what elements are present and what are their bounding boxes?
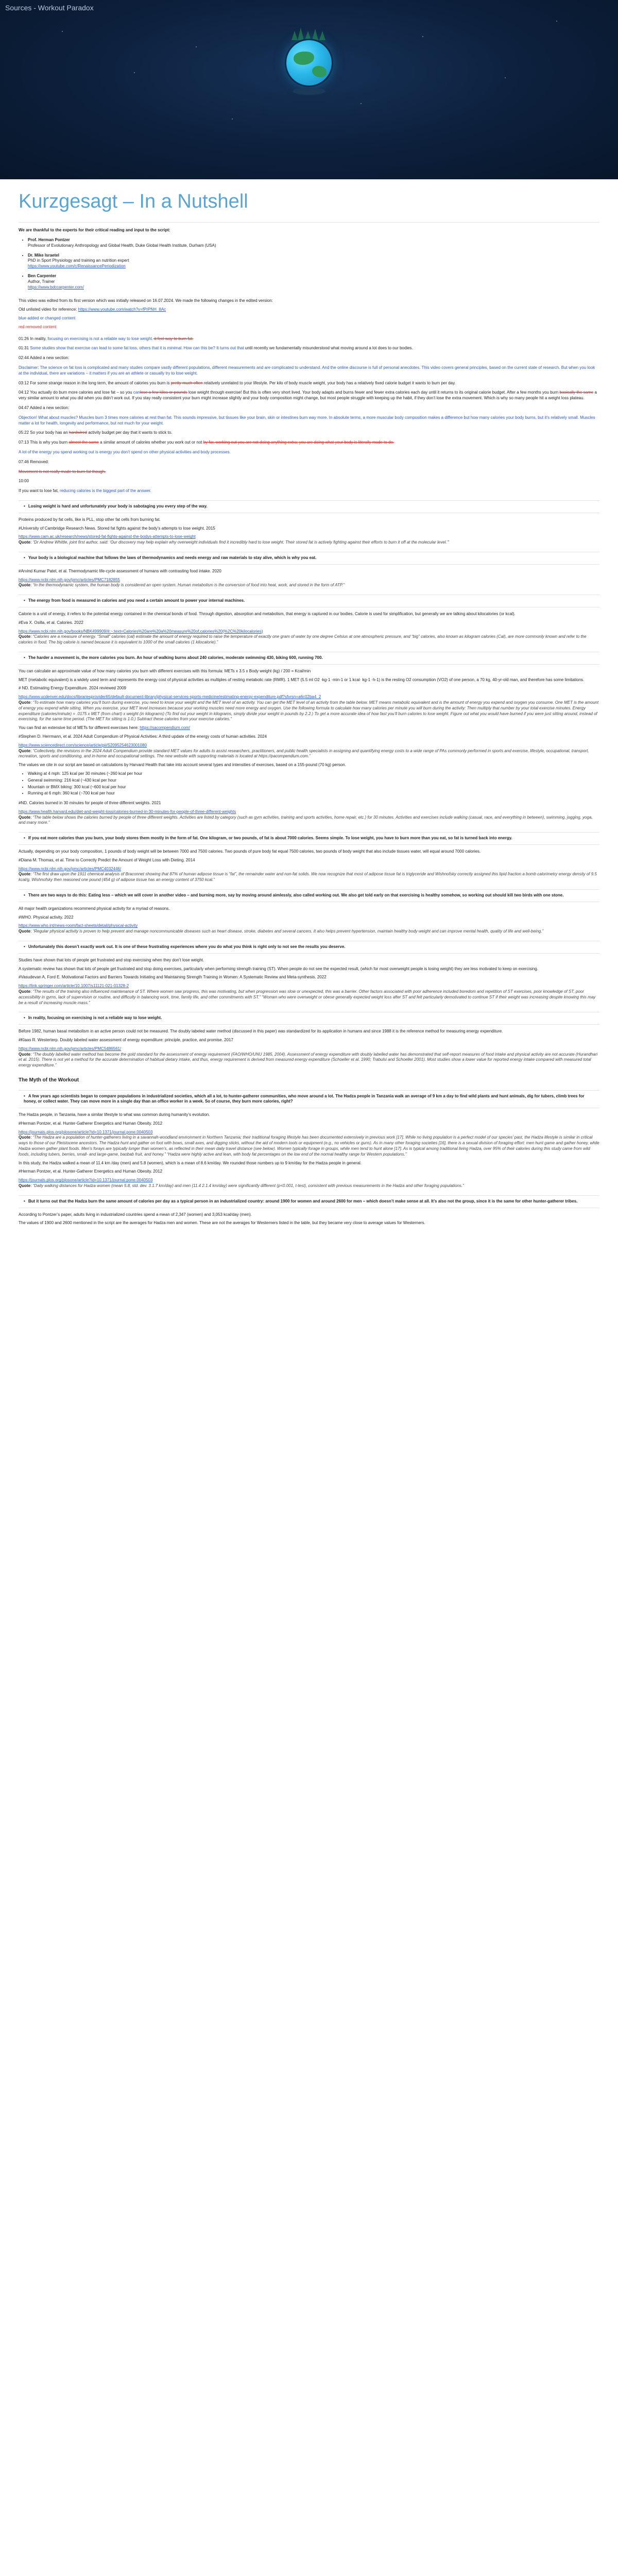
quote-label: Quote: [19, 1135, 31, 1140]
change-removed-text: hardwired: [68, 430, 87, 435]
star: [422, 36, 423, 37]
hero-banner: [0, 0, 618, 179]
body-paragraph: A systematic review has shown that lots of people get frustrated and stop doing exercises, particularly when performing strength training (ST). When people do not see the expected result, (which for most overweight people is losing weight) they are less motivated to keep on exercising.: [19, 966, 538, 971]
reference-quote: Quote: “The table below shows the calories burned by people of three different weights. Activities are listed by category (such as gym activities, training and sports activities, home repair, etc.) for 30 minutes. Activities and exercises include walking (casual, race, and everything in between), swimming, jogging, yoga, and many more.”: [19, 815, 593, 825]
source-block: [19, 941, 599, 1006]
quote-text: “Calories are a measure of energy. “Small” calories (cal) estimate the amount of energy required to raise the temperature of exactly one gram of water by one degree Celsius at one atmospheric pressure, and “big” calories, also known as kilogram calories (Cal), are more commonly known and refer to the calories in food. The big calorie is named because it is equivalent to 1000 of the small calories (1 kilocalorie).”: [19, 634, 587, 645]
reference-quote: Quote: “To estimate how many calories you’ll burn during exercise, you need to know your weight and the MET level of an activity. You can get the MET level of an activity from the table below. MET means metabolic equivalent and is the amount of energy you expend and oxygen you consume. One MET is the amount of energy you expend while sitting. When you exercise, your MET level increases because your working muscles need more energy and oxygen. Use the following formula to calculate how many calories per minute you will burn during the activity: Then multiply that number by your total exercise minutes. Energy expenditure (calories/minute) = .0175 x MET (from chart) x weight (in kilograms) (To find out your weight in kilograms, simply divide your weight in pounds by 2.2.) To get a more accurate idea of how fast you’ll burn calories to lose weight. Figure out what you would have burned if you were just sitting around, instead of exercising, for the same time period. (The MET for sitting is 1.0.) Subtract these calories from your exercise calories.”: [19, 700, 599, 722]
quote-text: “To estimate how many calories you’ll burn during exercise, you need to know your weight and the MET level of an activity. You can get the MET level of an activity from the table below. MET means metabolic equivalent and is the amount of energy you expend and oxygen you consume. One MET is the amount of energy you expend while sitting. When you exercise, your MET level increases because your working muscles need more energy and oxygen. Use the following formula to calculate how many calories per minute you will burn during the activity: Then multiply that number by your total exercise minutes. Energy expenditure (calories/minute) = .0175 x MET (from chart) x weight (in kilograms) (To find out your weight in kilograms, simply divide your weight in pounds by 2.2.) To get a more accurate idea of how fast you’ll burn calories to lose weight. Figure out what you would have burned if you were just sitting around, instead of exercising, for the same time period. (The MET for sitting is 1.0.) Subtract these calories from your exercise calories.”: [19, 700, 599, 722]
reference-quote: Quote: “Collectively, the revisions in the 2024 Adult Compendium provide standard MET values for adults to assist researchers, practitioners, and public health specialists in assigning and quantifying energy costs to a wide range of PAs commonly performed in sports and exercise, lifestyle, occupational, transport, recreation, sports and conditioning, and in-home and occupational settings. The new website with supporting materials is located at https://pacompendium.com.”: [19, 748, 589, 759]
body-paragraph: The Hadza people, in Tanzania, have a similar lifestyle to what was common during humanity’s evolution.: [19, 1112, 210, 1117]
script-line-callout: • In reality, focusing on exercising is not a reliable way to lose weight.: [19, 1012, 599, 1025]
change-text: lose weight through exercise! But this is often very short lived. Your body adapts and burns fewer and fewer extra calories each day until it returns to its original calorie budget. After a few months you burn: [187, 390, 560, 395]
change-text: This is why you burn: [29, 440, 69, 445]
change-item: [19, 405, 599, 411]
reference-link[interactable]: https://www.ucdenver.edu/docs/librariesprovider65/default-document-library/physical-services-sports-medicine/estimating-energy-expenditure.pdf?sfvrsn=a6c02ba4_2: [19, 694, 321, 700]
expert-link[interactable]: https://www.youtube.com/c/RenaissancePeriodization: [28, 264, 126, 269]
calorie-list-item: • Walking at 4 mph: 125 kcal per 30 minutes (~260 kcal per hour: [28, 771, 599, 777]
quote-text: “The results of the training also influenced maintenance of ST. Where women saw progress, this was motivating, but when progression was slow or unexpected, this was a barrier. Other factors associated with poor adherence included boredom and repetition of ST exercises, poor knowledge of ST, poor accessibility in gyms, lack of supervision or routine, and difficulty in balancing work, time, family life, and other commitments with ST.” “Women who were overweight or obese generally expected weight loss after ST and felt particularly demotivated to continue ST if their weight was increasing despite knowing this may be a result of increasing muscle mass.”: [19, 989, 596, 1005]
script-line-callout: • But it turns out that the Hadza burn the same amount of calories per day as a typical person in an industrialized country: around 1900 for women and around 2600 for men – which doesn’t make sense at all. It’s also not the group, since it is the same for other hunter-gatherer tribes.: [19, 1195, 599, 1208]
old-video-link[interactable]: https://www.youtube.com/watch?v=fPrPNH_8Ac: [78, 307, 166, 312]
change-item: [19, 479, 599, 484]
change-item: [19, 336, 599, 342]
reference-quote: Quote: “Calories are a measure of energy. “Small” calories (cal) estimate the amount of energy required to raise the temperature of exactly one gram of water by one degree Celsius at one atmospheric pressure, and “big” calories, also known as kilogram calories (Cal), are more commonly known and refer to the calories in food. The big calorie is named because it is equivalent to 1000 of the small calories (1 kilocalorie).”: [19, 634, 587, 645]
body-paragraph: MET (metabolic equivalent) is a widely used term and represents the energy cost of physical activities as multiples of resting metabolic rate (RMR). 1 MET (5.5 ml O2 ·kg-1 ·min-1 or 1 kcal· kg-1 ·h-1) is the resting O2 consumption (VO2) of one person, a 70 kg, 40-yr-old man, and therefore has some limitations.: [19, 677, 585, 682]
change-added-text: can: [133, 390, 140, 395]
change-time: 01:31: [19, 346, 29, 351]
star: [62, 31, 63, 32]
body-paragraph: Studies have shown that lots of people get frustrated and stop exercising when they don’t lose weight.: [19, 957, 204, 962]
change-removed-text: pretty much often: [170, 380, 203, 385]
change-added-text: reducing calories is the biggest part of the answer.: [60, 488, 151, 494]
change-text: Added a new section:: [29, 355, 70, 361]
reference-quote: Quote: “Dr Andrew Whittle, joint first author, said: ‘Our discovery may help explain why overweight individuals find it incredibly hard to lose weight. Their stored fat is actively fighting against their efforts to burn it off at the molecular level.’”: [19, 540, 450, 545]
script-line-callout: • Losing weight is hard and unfortunately your body is sabotaging you every step of the way.: [19, 500, 599, 513]
legend-blue: blue added or changed content: [19, 316, 76, 321]
quote-text: “Daily walking distances for Hadza women (mean 5.8, std. dev. 3.1.7 km/day) and men (11.4 2.1.4 km/day) were significantly different (p<0.001, t-test), consistent with previous measurements in the Hadza and other foraging populations.”: [32, 1183, 464, 1189]
change-time: 01:26: [19, 336, 29, 341]
reference-citation: #Diana M. Thomas, et al. Time to Correctly Predict the Amount of Weight Loss with Dieting. 2014: [19, 857, 195, 862]
change-item: [19, 488, 599, 494]
reference-quote: Quote: “The first draw upon the 1911 chemical analysis of Braconnet showing that 87% of human adipose tissue is “fat”, the remainder water and non-fat solids. We now recognize that most of adipose tissue fat is triglyceride and Wishnofsky correctly assigned this lipid fraction a bomb calorimetry energy density of 9.5 kcal/g. Wishnofsky then reasoned one pound (454 g) of adipose tissue has an energy content of 3750 kcal.”: [19, 872, 597, 883]
change-removed-text: almost the same: [68, 440, 99, 445]
quote-label: Quote: [19, 700, 31, 705]
reference-link[interactable]: https://www.ncbi.nlm.nih.gov/books/NBK499909/#:~:text=Calories%20are%20a%20measure%20of,calories%20(%2C%20kilocalories): [19, 629, 263, 634]
change-time: 07:13: [19, 440, 29, 445]
star: [360, 103, 362, 104]
quote-text: “The doubly labelled water method has become the gold standard for the assessment of energy requirement (FAO/WHO/UNU 1985, 2004). Assessment of energy expenditure with doubly labelled water has demonstrated that self-report measures of food intake and physical activity are not accurate (Hurandhari et al. 2015). There is not yet a method for the accurate determination of habitual dietary intake, and thus, energy requirement is derived from measured energy expenditure (Schoeller et al. 1990; Trabulsi and Schoeller 2001). Most studies show a lower value for reported energy intake compared with measured total energy expenditure.”: [19, 1052, 598, 1068]
body-text: You can find an extensive list of METs for different exercises here:: [19, 725, 140, 731]
change-item: [19, 430, 599, 436]
reference-citation: #Arvind Kumar Patel, et al. Thermodynamic life-cycle assessment of humans with contrasting food intake. 2020: [19, 568, 221, 573]
reference-citation: #Vasudevan A, Ford E. Motivational Factors and Barriers Towards Initiating and Maintaining Strength Training in Women: A Systematic Review and Meta-synthesis. 2022: [19, 975, 327, 980]
expert-role: Author, Trainer: [28, 279, 55, 284]
reference-link[interactable]: https://journals.plos.org/plosone/article?id=10.1371/journal.pone.0040503: [19, 1178, 153, 1183]
reference-quote: Quote: “The Hadza are a population of hunter-gatherers living in a savannah-woodland environment in Northern Tanzania; their traditional foraging lifestyle has been documented extensively in previous work [17]. While no living population is a perfect model of our species’ past, the Hadza lifestyle is similar in critical ways to those of our Pleistocene ancestors. The Hadza hunt and gather on foot with bows, small axes, and digging sticks, without the aid of modern tools or equipment (e.g., no vehicles or guns). As in many other foraging societies [16], there is a sexual division of foraging effort: men hunt game and gather honey, while Hadza women gather plant foods. Men’s forays are typically longer than women’s, as reflected in their mean daily travel distance (see below). Women typically forage in groups, while men tend to hunt alone [17]. As is typical among traditional living Hadza, over 95% of their calories during this study came from wild foods, including tubers, berries, small- and large-game, baobab fruit, and honey.” “Hadza were highly active and lean, with body fat percentages on the low end of the normal healthy range for Western populations.”: [19, 1135, 599, 1157]
expert-item: [28, 253, 599, 269]
change-text: a very similar amount to what you did when you didn’t work out. If you stay really consistent your burn might increase slightly and your body composition might change, but most people struggle with keeping up the habit, if they don’t lose the extra movement. Which is why so many people hit a weight loss plateau.: [19, 390, 597, 401]
shadow-icon: [293, 88, 325, 95]
star: [556, 21, 557, 22]
change-added-text: focusing on exercising is not a reliable way to lose weight.: [47, 336, 153, 341]
body-paragraph: [19, 725, 599, 731]
body-paragraph: The values of 1900 and 2600 mentioned in the script are the averages for Hadza men and women. These are not the averages for Westerners listed in the table, but they became very close to average values for Westerners.: [19, 1221, 425, 1226]
body-paragraph: You can calculate an approximate value of how many calories you burn with different exercises with this formula: METs x 3.5 x Body weight (kg) / 200 = Kcal/min: [19, 668, 311, 673]
reference-quote: Quote: “The doubly labelled water method has become the gold standard for the assessment of energy requirement (FAO/WHO/UNU 1985, 2004). Assessment of energy expenditure with doubly labelled water has demonstrated that self-report measures of food intake and physical activity are not accurate (Hurandhari et al. 2015). There is not yet a method for the accurate determination of habitual dietary intake, and thus, energy requirement is derived from measured energy expenditure (Schoeller et al. 1990; Trabulsi and Schoeller 2001). Most studies show a lower value for reported energy intake compared with measured total energy expenditure.”: [19, 1052, 598, 1068]
script-line-callout: • The harder a movement is, the more calories you burn. An hour of walking burns about 240 calories, moderate swimming 430, biking 600, running 700.: [19, 652, 599, 665]
change-item: [19, 469, 599, 475]
change-item: [19, 355, 599, 361]
reference-quote: Quote: “In the thermodynamic system, the human body is considered an open system. Human metabolism is the conversion of food into heat, work, and stored in the form of ATP.”: [19, 583, 345, 588]
change-item: [19, 460, 599, 465]
expert-link[interactable]: https://www.bdccarpenter.com/: [28, 284, 84, 290]
legend-red: red removed content: [19, 324, 57, 329]
change-time: 02:44: [19, 355, 29, 361]
change-text: You actually do burn more calories and lose fat – so you: [29, 390, 133, 395]
change-text: activity budget per day that it wants to stick to.: [87, 430, 173, 435]
reference-link[interactable]: https://journals.plos.org/plosone/article?id=10.1371/journal.pone.0040503: [19, 1129, 153, 1134]
star: [505, 77, 506, 78]
change-text: Added a new section:: [29, 405, 70, 411]
change-time: 04:12: [19, 390, 29, 395]
source-block: [19, 832, 599, 883]
quote-label: Quote: [19, 540, 31, 545]
body-paragraph: According to Pontzer’s paper, adults living in industrialized countries spend a mean of 2,347 (women) and 3,053 kcal/day (men).: [19, 1212, 252, 1217]
change-item: [19, 390, 599, 401]
source-block: [19, 500, 599, 546]
change-item: [19, 415, 599, 427]
change-added-text: Objection! What about muscles? Muscles burn 3 times more calories at rest than fat. This sounds impressive, but tissues like your brain, skin or intestines burn way more. In absolute terms, a more muscular body composition makes a difference but how many calories your body burns, but it’s relatively small. Muscles matter a lot for health, longevity and performance, but not much for your weight.: [19, 415, 595, 426]
change-removed-text: by far, working out you are not doing anything extra; you are doing what your body is literally made to do.: [203, 440, 394, 445]
reference-quote: Quote: “The results of the training also influenced maintenance of ST. Where women saw progress, this was motivating, but when progression was slow or unexpected, this was a barrier. Other factors associated with poor adherence included boredom and repetition of ST exercises, poor knowledge of ST, poor accessibility in gyms, lack of supervision or routine, and difficulty in balancing work, time, family life, and other commitments with ST.” “Women who were overweight or obese generally expected weight loss after ST and felt particularly demotivated to continue ST if their weight was increasing despite knowing this may be a result of increasing muscle mass.”: [19, 989, 596, 1005]
quote-text: “Regular physical activity is proven to help prevent and manage noncommunicable diseases such as heart disease, stroke, diabetes and several cancers. It also helps prevent hypertension, maintain healthy body weight and can improve mental health, quality of life and well-being.”: [32, 929, 544, 934]
star: [196, 46, 197, 47]
body-paragraph: Actually, depending on your body composition, 1 pounds of body weight will be between 7000 and 7500 calories. Two pounds of pure body fat equal 7500 calories, two pounds of body weight that also include tissues water, will equal around 7000 calories.: [19, 849, 481, 854]
source-block: [19, 595, 599, 646]
script-line-callout: • If you eat more calories than you burn, your body stores them mostly in the form of fat. One kilogram, or two pounds, of fat is about 7000 calories. Seems simple. To lose weight, you have to burn more than you eat, so fat is turned back into energy.: [19, 832, 599, 845]
body-paragraph: The values we cite in our script are based on calculations by Harvard Health that take into account several types and intensities of exercises, based on a 155-pound (70 kg) person.: [19, 762, 346, 768]
page-tab-title: Sources - Workout Paradox: [5, 4, 94, 12]
star: [232, 118, 233, 120]
experts-list: [19, 238, 599, 290]
body-paragraph: In this study, the Hadza walked a mean of 11.4 km /day (men) and 5.8 (women), which is a mean of 8.6 km/day. We rounded those numbers up to 9 km/day for the Hadza people in general.: [19, 1160, 362, 1165]
reference-citation: #Eva X. Osilla, et al. Calories. 2022: [19, 620, 83, 625]
change-text: So your body has an: [29, 430, 69, 435]
reference-link[interactable]: https://www.cam.ac.uk/research/news/stored-fat-fights-against-the-bodys-attempts-to-lose-weight: [19, 534, 196, 539]
expert-role: Professor of Evolutionary Anthropology and Global Health, Duke Global Health Institute, Durham (USA): [28, 243, 216, 248]
expert-name: • Dr. Mike Israetel: [28, 252, 59, 258]
reference-link[interactable]: https://www.health.harvard.edu/diet-and-weight-loss/calories-burned-in-30-minutes-for-people-of-three-different-weights: [19, 809, 236, 814]
quote-text: “In the thermodynamic system, the human body is considered an open system. Human metabolism is the conversion of food into heat, work, and stored in the form of ATP.”: [32, 583, 345, 588]
change-item: [19, 381, 599, 386]
body-paragraph: Calorie is a unit of energy, it refers to the potential energy contained in the chemical bonds of food. Through digestion, absorption and metabolism, that energy is captured in our bodies. Calorie is used for simplification, but generally we are talking about kilocalories (or kcal).: [19, 611, 516, 616]
reference-link[interactable]: https://www.ncbi.nlm.nih.gov/pmc/articles/PMC7182855: [19, 577, 120, 582]
source-block: [19, 1012, 599, 1069]
quote-label: Quote: [19, 929, 31, 934]
source-block: [19, 889, 599, 935]
changes-list: [19, 336, 599, 494]
script-line-callout: • Your body is a biological machine that follows the laws of thermodynamics and needs energy and raw materials to stay alive, which is why you eat.: [19, 552, 599, 565]
source-block: [19, 652, 599, 826]
quote-label: Quote: [19, 989, 31, 994]
change-text: If you want to lose fat,: [19, 488, 60, 494]
quote-label: Quote: [19, 1052, 31, 1057]
thanks-text: We are thankful to the experts for their critical reading and input to the script:: [19, 228, 170, 233]
change-removed-text: basically the same: [559, 390, 594, 395]
quote-label: Quote: [19, 748, 31, 753]
change-removed-text: lose a few kilos or pounds: [140, 390, 187, 395]
reference-citation: #University of Cambridge Research News. Stored fat fights against the body’s attempts to lose weight. 2015: [19, 526, 215, 531]
planet-illustration: [278, 20, 340, 123]
calorie-list-item: • Mountain or BMX biking: 300 kcal (~600 kcal per hour: [28, 785, 599, 790]
reference-citation: # ND. Estimating Energy Expenditure. 2024 reviewed 2009: [19, 686, 127, 691]
quote-text: “Dr Andrew Whittle, joint first author, said: ‘Our discovery may help explain why overweight individuals find it incredibly hard to lose weight. Their stored fat is actively fighting against their efforts to burn it off at the molecular level.’”: [32, 540, 450, 545]
quote-label: Quote: [19, 583, 31, 588]
planet-icon: [286, 40, 332, 86]
old-video-label: Old unlisted video for reference:: [19, 307, 77, 312]
script-line-callout: • Unfortunately this doesn’t exactly work out. It is one of these frustrating experiences where you do what you think is right only to not see the results you deserve.: [19, 941, 599, 954]
change-added-text: Disclaimer: The science on fat loss is complicated and many studies compare vastly different populations, different measurements and are complicated to understand. And the online discourse is full of personal anecdotes. This video covers general principles, based on the current state of research. But when you look at the individual, there are variations – it matters if you are an athlete or casually try to lose weight.: [19, 365, 595, 376]
reference-citation: #Stephen D. Herrmann, et al. 2024 Adult Compendium of Physical Activities: A third update of the energy costs of human activities. 2024: [19, 734, 267, 739]
expert-item: [28, 238, 599, 249]
body-paragraph: All major health organizations recommend physical activity for a myriad of reasons.: [19, 906, 170, 911]
myth-heading: The Myth of the Workout: [19, 1077, 79, 1083]
script-line-callout: • The energy from food is measured in calories and you need a certain amount to power your internal machines.: [19, 595, 599, 607]
reference-link[interactable]: https://www.who.int/news-room/fact-sheets/detail/physical-activity: [19, 923, 138, 928]
expert-name: • Ben Carpenter: [28, 274, 57, 279]
calorie-list: [19, 771, 599, 796]
expert-name: • Prof. Herman Pontzer: [28, 238, 70, 243]
reference-citation: #ND. Calories burned in 30 minutes for people of three different weights. 2021: [19, 801, 161, 806]
reference-link[interactable]: https://www.ncbi.nlm.nih.gov/pmc/articles/PMC5486561/: [19, 1046, 122, 1051]
quote-label: Quote: [19, 815, 31, 820]
reference-citation: #Klaas R. Westerterp. Doubly labeled water assessment of energy expenditure: principle, practice, and promise. 2017: [19, 1038, 233, 1043]
change-item: [19, 450, 599, 455]
change-text: In reality,: [29, 336, 48, 341]
trees-icon: [291, 23, 328, 40]
star: [134, 72, 135, 73]
change-time: 10:00: [19, 479, 29, 484]
change-text: until recently we fundamentally misunderstood what moving around a lot does to our bodies.: [244, 346, 413, 351]
main-content: [19, 189, 599, 1229]
change-item: [19, 440, 599, 446]
body-paragraph: Before 1982, human basal metabolism in an active person could not be measured. The doubly labeled water method (discussed in this paper) was standardized for its application in humans and since 1988 it is the reference method for measuring energy expenditure.: [19, 1029, 503, 1034]
quote-label: Quote: [19, 872, 31, 877]
calorie-list-item: • Running at 6 mph: 360 kcal (~700 kcal per hour: [28, 791, 599, 796]
quote-text: “Collectively, the revisions in the 2024 Adult Compendium provide standard MET values for adults to assist researchers, practitioners, and public health specialists in assigning and quantifying energy costs to a wide range of PAs commonly performed in sports and exercise, lifestyle, occupational, transport, recreation, sports and conditioning, and in-home and occupational settings. The new website with supporting materials is located at https://pacompendium.com.”: [19, 748, 589, 759]
quote-text: “The first draw upon the 1911 chemical analysis of Braconnet showing that 87% of human adipose tissue is “fat”, the remainder water and non-fat solids. We now recognize that most of adipose tissue fat is triglyceride and Wishnofsky correctly assigned this lipid fraction a bomb calorimetry energy density of 9.5 kcal/g. Wishnofsky then reasoned one pound (454 g) of adipose tissue has an energy content of 3750 kcal.”: [19, 872, 597, 883]
reference-quote: Quote: “Daily walking distances for Hadza women (mean 5.8, std. dev. 3.1.7 km/day) and men (11.4 2.1.4 km/day) were significantly different (p<0.001, t-test), consistent with previous measurements in the Hadza and other foraging populations.”: [19, 1183, 464, 1189]
myth-section: [19, 1090, 599, 1227]
source-block: [19, 552, 599, 588]
change-removed-text: it feel way to burn fat.: [153, 336, 194, 341]
script-line-callout: • There are two ways to do this: Eating less – which we will cover in another video – and burning more, say by moving around aimlessly, also called working out. We also get told early on that exercising is healthy somehow, so working out should kill two birds with one stone.: [19, 889, 599, 902]
change-time: 07:46: [19, 459, 29, 464]
reference-citation: #Herman Pontzer, et al. Hunter-Gatherer Energetics and Human Obesity. 2012: [19, 1169, 163, 1174]
reference-citation: #Herman Pontzer, et al. Hunter-Gatherer Energetics and Human Obesity. 2012: [19, 1121, 163, 1126]
change-text: Removed:: [29, 459, 49, 464]
edit-note: This video was edited from its first version which was initially released on 16.07.2024. We made the following changes in the edited version:: [19, 298, 273, 303]
change-item: [19, 365, 599, 377]
expert-item: [28, 274, 599, 290]
old-video-line: [19, 307, 599, 313]
quote-text: “The table below shows the calories burned by people of three different weights. Activities are listed by category (such as gym activities, training and sports activities, home repair, etc.) for 30 minutes. Activities and exercises include walking (casual, race, and everything in between), swimming, jogging, yoga, and many more.”: [19, 815, 593, 825]
divider: [19, 222, 599, 223]
reference-link[interactable]: https://www.ncbi.nlm.nih.gov/pmc/articles/PMC4032446/: [19, 866, 122, 871]
change-removed-text: Movement is not really made to burn fat though.: [19, 469, 106, 474]
change-time: 05:22: [19, 430, 29, 435]
change-text: For some strange reason in the long term, the amount of calories you burn is: [29, 380, 171, 385]
change-text: relatively unrelated to your lifestyle. Per kilo of body muscle weight, your body has a relatively fixed calorie budget it wants to burn per day.: [202, 380, 456, 385]
reference-link[interactable]: https://sacompendium.com/: [140, 725, 191, 731]
change-added-text: A lot of the energy you spend working out is energy you don’t spend on other physical activities and body processes.: [19, 450, 231, 455]
reference-link[interactable]: https://www.sciencedirect.com/science/article/pii/S2095254623001080: [19, 742, 147, 748]
script-line-callout: • A few years ago scientists began to compare populations in industrialized societies, which all a lot, to hunter-gatherer communities, who move around a lot. The Hadza people in Tanzania walk an average of 9 km a day to find wild plants and hunt animals, dig for tubers, climb trees for honey, or collect water. They can move more in a single day than an office worker in a week. So of course, they burn more calories, right?: [19, 1090, 599, 1109]
change-text: a similar amount of calories whether you work out or not: [98, 440, 203, 445]
quote-label: Quote: [19, 634, 31, 639]
expert-role: PhD in Sport Physiology and training an nutrition expert: [28, 258, 129, 263]
reference-citation: #WHO. Physical activity. 2022: [19, 914, 74, 920]
change-item: [19, 346, 599, 351]
change-time: 03:12: [19, 380, 29, 385]
body-paragraph: Proteins produced by fat cells, like is PLL, stop other fat cells from burning fat.: [19, 517, 161, 522]
page-title: Kurzgesagt – In a Nutshell: [19, 191, 248, 212]
sources-sections: [19, 500, 599, 1069]
reference-link[interactable]: https://link.springer.com/article/10.1007/s11121-021-01328-2: [19, 984, 129, 989]
change-added-text: Some studies show that exercise can lead to some fat loss, others that it is minimal. How can this be? It turns out that: [30, 346, 244, 351]
quote-text: “The Hadza are a population of hunter-gatherers living in a savannah-woodland environment in Northern Tanzania; their traditional foraging lifestyle has been documented extensively in previous work [17]. While no living population is a perfect model of our species’ past, the Hadza lifestyle is similar in critical ways to those of our Pleistocene ancestors. The Hadza hunt and gather on foot with bows, small axes, and digging sticks, without the aid of modern tools or equipment (e.g., no vehicles or guns). As in many other foraging societies [16], there is a sexual division of foraging effort: men hunt game and gather honey, while Hadza women gather plant foods. Men’s forays are typically longer than women’s, as reflected in their mean daily travel distance (see below). Women typically forage in groups, while men tend to hunt alone [17]. As is typical among traditional living Hadza, over 95% of their calories during this study came from wild foods, including tubers, berries, small- and large-game, baobab fruit, and honey.” “Hadza were highly active and lean, with body fat percentages on the low end of the normal healthy range for Western populations.”: [19, 1135, 599, 1157]
calorie-list-item: • General swimming: 216 kcal (~430 kcal per hour: [28, 778, 599, 784]
quote-label: Quote: [19, 1183, 31, 1189]
reference-quote: Quote: “Regular physical activity is proven to help prevent and manage noncommunicable diseases such as heart disease, stroke, diabetes and several cancers. It also helps prevent hypertension, maintain healthy body weight and can improve mental health, quality of life and well-being.”: [19, 929, 544, 934]
change-time: 04:47: [19, 405, 29, 411]
